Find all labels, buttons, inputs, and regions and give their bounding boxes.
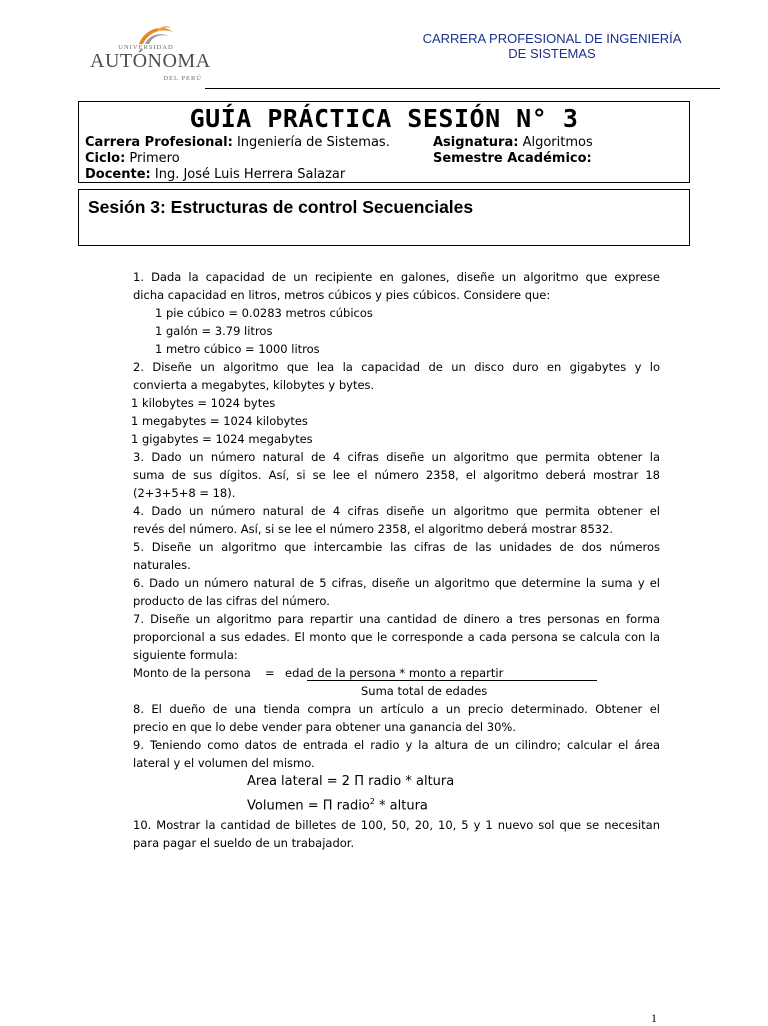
exercise-10-line2: para pagar el sueldo de un trabajador.	[133, 836, 355, 851]
logo-main-text: AUTÓNOMA	[90, 50, 211, 72]
exercise-9-line2: lateral y el volumen del mismo.	[133, 756, 315, 770]
career-value: Ingeniería de Sistemas.	[232, 135, 390, 150]
kilobyte-conversion-3: 1 gigabytes = 1024 megabytes	[131, 432, 313, 446]
exercise-2-line1: 2. Diseñe un algoritmo que lea la capacidad de un disco duro en gigabytes y lo	[133, 360, 660, 374]
career-label: Carrera Profesional:	[85, 135, 233, 150]
equation-volume-post: * altura	[374, 798, 428, 814]
conversion-1: 1 pie cúbico = 0.0283 metros cúbicos	[155, 306, 373, 320]
logo-bottom-text: DEL PERÚ	[163, 75, 202, 82]
university-logo	[90, 22, 210, 82]
cycle-value: Primero	[125, 151, 180, 166]
formula-numerator: edad de la persona * monto a repartir	[285, 666, 504, 680]
formula-fraction-line	[307, 680, 597, 681]
exercise-7-line2: proporcional a sus edades. El monto que le corresponde a cada persona se calcula con la	[133, 630, 660, 644]
exercise-8-line2: precio en que lo debe vender para obtener una ganancia del 30%.	[133, 720, 516, 734]
formula-denominator: Suma total de edades	[361, 684, 488, 698]
header-divider	[205, 88, 720, 89]
exercise-7-line1: 7. Diseñe un algoritmo para repartir una cantidad de dinero a tres personas en forma	[133, 612, 660, 626]
subject-value: Algoritmos	[518, 135, 593, 150]
exercise-9-line1: 9. Teniendo como datos de entrada el radio y la altura de un cilindro; calcular el área	[133, 738, 660, 752]
equation-volume	[133, 792, 660, 816]
formula-left: Monto de la persona	[133, 666, 251, 680]
exercise-3-line3: (2+3+5+8 = 18).	[133, 486, 236, 500]
cycle-field	[85, 150, 180, 167]
exercise-8-line1: 8. El dueño de una tienda compra un artículo a un precio determinado. Obtener el	[133, 702, 660, 716]
career-header	[392, 31, 712, 61]
teacher-field	[85, 166, 345, 183]
kilobyte-conversion-1: 1 kilobytes = 1024 bytes	[131, 396, 276, 410]
conversion-2: 1 galón = 3.79 litros	[155, 324, 273, 338]
guide-info-box	[78, 101, 690, 183]
conversion-3: 1 metro cúbico = 1000 litros	[155, 342, 320, 356]
exercise-5-line1: 5. Diseñe un algoritmo que intercambie las cifras de las unidades de dos números	[133, 540, 660, 554]
exercise-4-line1: 4. Dado un número natural de 4 cifras diseñe un algoritmo que permita obtener el	[133, 504, 660, 518]
semester-label: Semestre Académico:	[433, 151, 592, 166]
exercise-7-line3: siguiente formula:	[133, 648, 238, 662]
logo-top-text: UNIVERSIDAD	[118, 44, 174, 51]
cycle-label: Ciclo:	[85, 151, 126, 166]
logo-arc-icon	[137, 22, 175, 46]
exercise-4-line2: revés del número. Así, si se lee el número 2358, el algoritmo deberá mostrar 8532.	[133, 522, 614, 536]
exercise-list	[133, 268, 660, 852]
equation-volume-pre: Volumen = Π radio	[247, 798, 370, 814]
exercise-10-line1: 10. Mostrar la cantidad de billetes de 100, 50, 20, 10, 5 y 1 nuevo sol que se necesitan	[133, 818, 660, 833]
exercise-2-line2: convierta a megabytes, kilobytes y bytes.	[133, 378, 375, 392]
subject-label: Asignatura:	[433, 135, 519, 150]
session-box	[78, 189, 690, 246]
page-number: 1	[651, 1011, 657, 1025]
career-header-line1: CARRERA PROFESIONAL DE INGENIERÍA	[422, 31, 682, 46]
exercise-1-line2: dicha capacidad en litros, metros cúbicos y pies cúbicos. Considere que:	[133, 288, 551, 302]
career-header-line2: DE SISTEMAS	[508, 46, 596, 61]
guide-title: GUÍA PRÁCTICA SESIÓN N° 3	[189, 104, 579, 133]
exercise-3-line1: 3. Dado un número natural de 4 cifras diseñe un algoritmo que permita obtener la	[133, 450, 660, 464]
career-field	[85, 134, 390, 151]
equation-volume-exponent: 2	[369, 797, 375, 806]
exercise-3-line2: suma de sus dígitos. Así, si se lee el número 2358, el algoritmo deberá mostrar 18	[133, 468, 660, 482]
exercise-6-line2: producto de las cifras del número.	[133, 594, 330, 608]
formula-equals: =	[265, 666, 275, 680]
formula-numerator-row	[133, 664, 660, 682]
exercise-6-line1: 6. Dado un número natural de 5 cifras, diseñe un algoritmo que determine la suma y el	[133, 576, 660, 590]
session-title: Sesión 3: Estructuras de control Secuenciales	[88, 197, 474, 217]
semester-field	[433, 150, 592, 167]
teacher-value: Ing. José Luis Herrera Salazar	[150, 167, 346, 182]
teacher-label: Docente:	[85, 167, 151, 182]
equation-lateral-area: Area lateral = 2 Π radio * altura	[247, 774, 455, 789]
exercise-1-line1: 1. Dada la capacidad de un recipiente en galones, diseñe un algoritmo que exprese	[133, 270, 660, 284]
subject-field	[433, 134, 593, 151]
kilobyte-conversion-2: 1 megabytes = 1024 kilobytes	[131, 414, 308, 428]
exercise-5-line2: naturales.	[133, 558, 191, 572]
